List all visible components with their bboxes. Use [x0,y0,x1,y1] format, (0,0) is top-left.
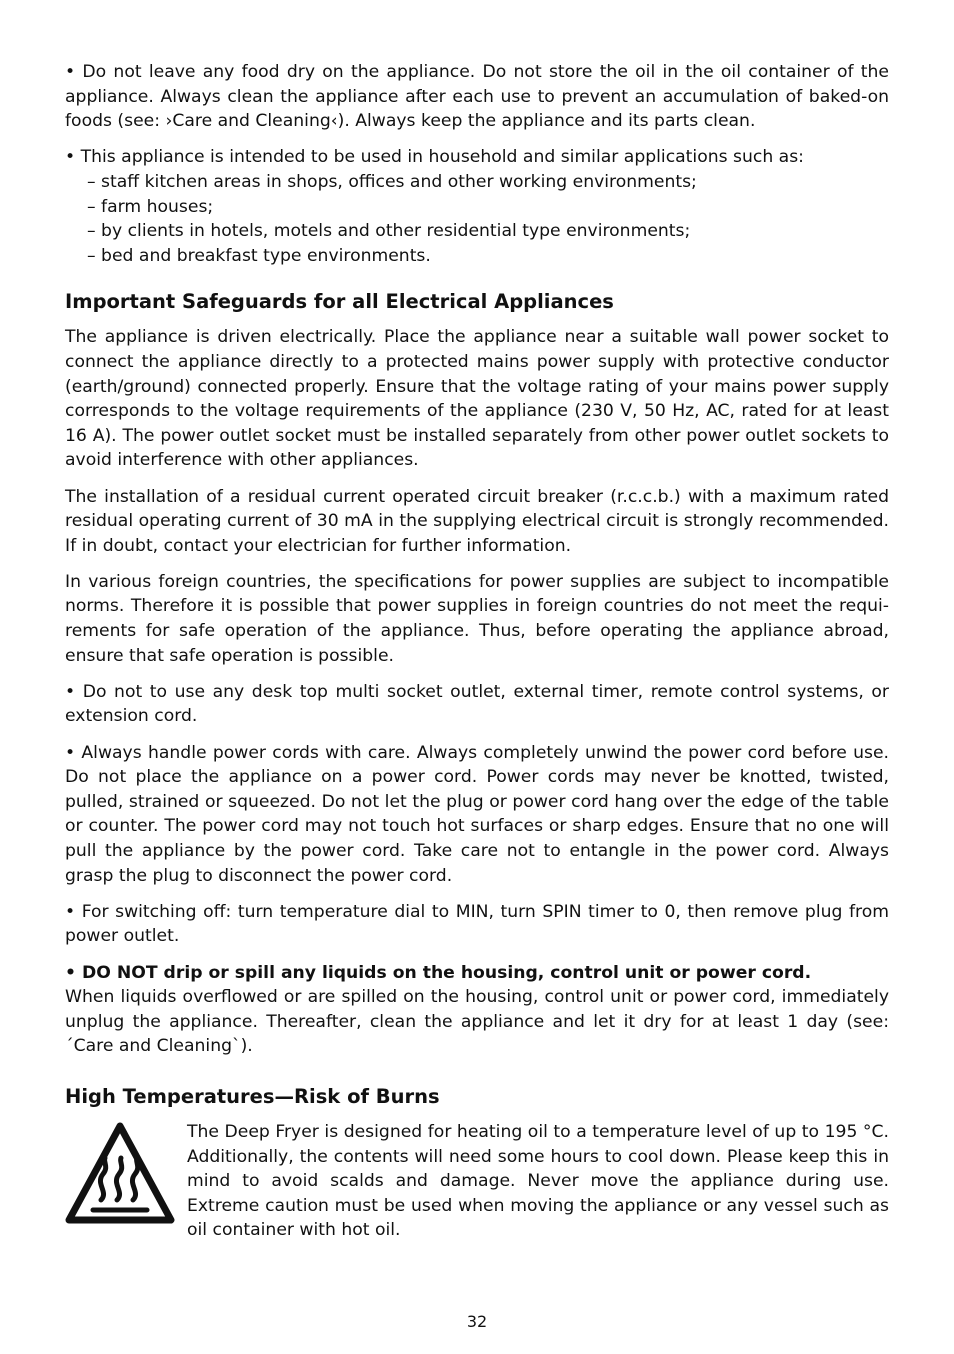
high-temperatures-section [65,1120,889,1243]
intended-use-item: – bed and breakfast type environments. [87,245,431,266]
high-temperatures-text: The Deep Fryer is designed for heating oil to a temperature level of up to 195 °C. Additionally, the contents will need some hours to cool down. Please keep this in mind to avoid scalds and damage. Never move the appliance during use. Extreme caution must be used when moving the appliance or any vessel such as oil container with hot oil. [187,1121,889,1241]
electrical-paragraph-rccb: The installation of a residual current operated circuit breaker (r.c.c.b.) with a maximum rated residual operating current of 30 mA in the supplying electrical circuit is strongly recommended. If in doubt, contact your electrician for further information. [65,486,889,556]
liquids-warning-text: When liquids overflowed or are spilled on the housing, control unit or power cord, immediately unplug the appliance. Thereafter, clean the appliance and let it dry for at least 1 day (see: ´Care and Cleaning`). [65,987,889,1057]
high-temperatures-heading: High Temperatures—Risk of Burns [65,1084,440,1108]
electrical-paragraph-foreign-countries: In various foreign countries, the specifications for power supplies are subject to incompatible norms. Therefore it is possible that power supplies in foreign countries do not meet the requirements for safe operation of the appliance. Thus, before operating the appliance abroad, ensure that safe operation is possible. [65,571,889,666]
intended-use-list [65,145,889,268]
electrical-bullet-switching-off: • For switching off: turn temperature dial to MIN, turn SPIN timer to 0, then remove plug from power outlet. [65,901,889,947]
electrical-safeguards-heading: Important Safeguards for all Electrical Appliances [65,290,614,314]
page-content [65,60,889,1243]
intro-paragraph-dry-food: • Do not leave any food dry on the appliance. Do not store the oil in the oil container of the appliance. Always clean the appliance after each use to prevent an accumulation of baked-on foods (see: ›Care and Cleaning‹). Always keep the appliance and its parts clean. [65,62,889,132]
electrical-paragraph-power-socket: The appliance is driven electrically. Place the appliance near a suitable wall power socket to connect the appliance directly to a protected mains power supply with protective conductor (earth/ground) connected properly. Ensure that the voltage rating of your mains power supply corresponds to the voltage requirements of the appliance (230 V, 50 Hz, AC, rated for at least 16 A). The power outlet socket must be installed separately from other power outlet sockets to avoid interference with other appliances. [65,327,889,471]
intended-use-lead: • This appliance is intended to be used in household and similar applications such as: [65,147,804,168]
intended-use-item: – farm houses; [87,196,214,217]
intended-use-item: – by clients in hotels, motels and other residential type environments; [87,221,691,242]
electrical-bullet-liquids [65,961,889,1059]
electrical-bullet-multi-socket: • Do not to use any desk top multi socket outlet, external timer, remote control systems, or extension cord. [65,681,889,727]
page-number: 32 [466,1312,488,1331]
electrical-bullet-power-cords: • Always handle power cords with care. Always completely unwind the power cord before use. Do not place the appliance on a power cord. Power cords may never be knotted, twisted, pulled, strained or squeezed. Do not let the plug or power cord hang over the edge of the table or counter. The power cord may not touch hot surfaces or sharp edges. Ensure that no one will pull the appliance by the power cord. Take care not to entangle in the power cord. Always grasp the plug to disconnect the power cord. [65,742,889,886]
liquids-warning-bold: • DO NOT drip or spill any liquids on the housing, control unit or power cord. [65,962,812,983]
intended-use-item: – staff kitchen areas in shops, offices and other working environments; [87,171,697,192]
hot-surface-warning-icon [65,1122,175,1226]
